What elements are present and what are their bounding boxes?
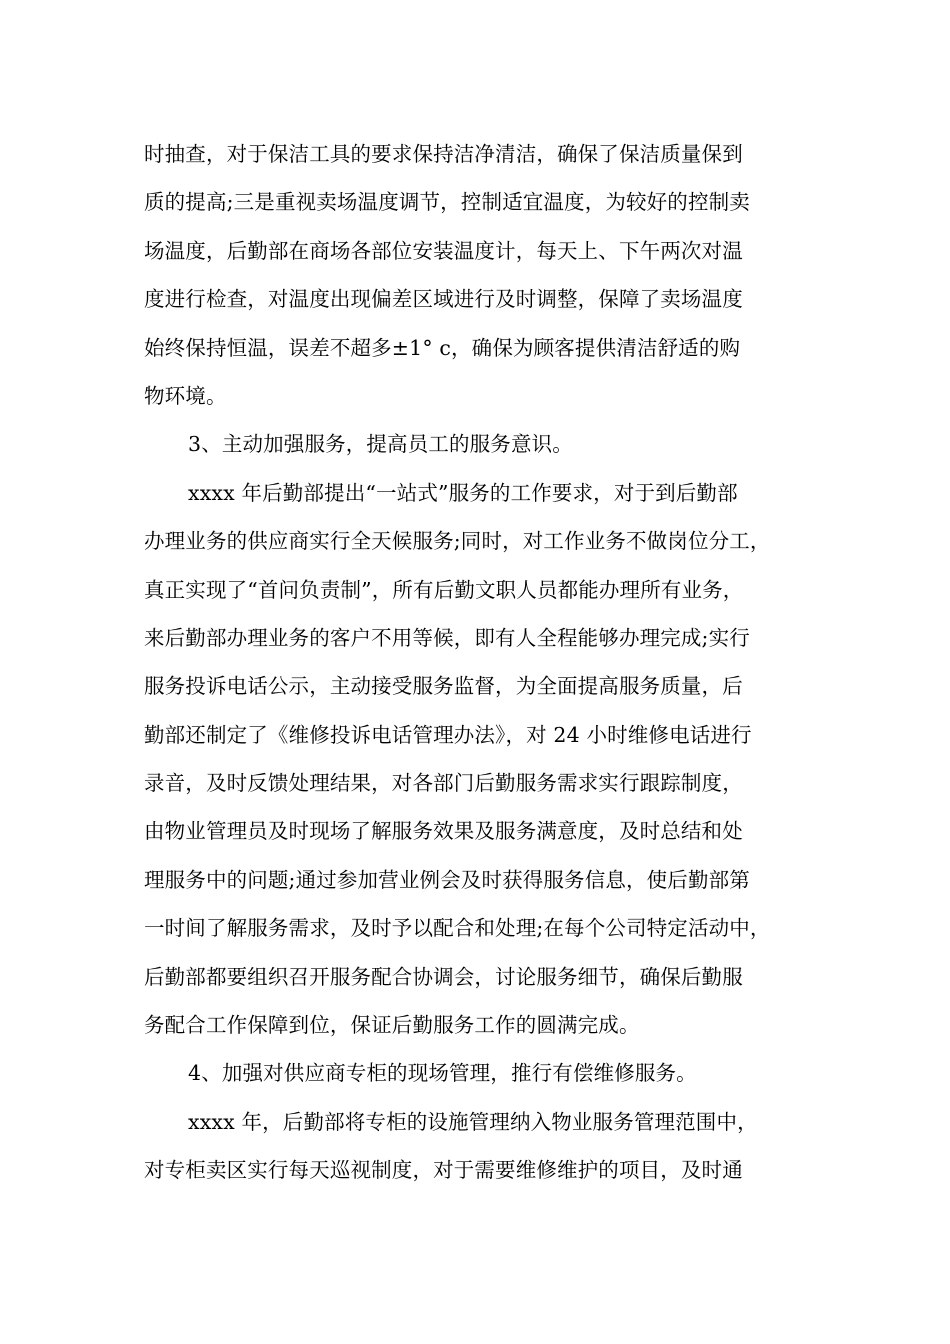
text-line: 务配合工作保障到位，保证后勤服务工作的圆满完成。 [144, 1013, 640, 1038]
text-line: xxxx 年后勤部提出“一站式”服务的工作要求，对于到后勤部 [188, 480, 738, 505]
text-line: xxxx 年，后勤部将专柜的设施管理纳入物业服务管理范围中， [188, 1109, 758, 1134]
text-line: 录音，及时反馈处理结果，对各部门后勤服务需求实行跟踪制度， [144, 771, 743, 796]
text-line: 后勤部都要组织召开服务配合协调会，讨论服务细节，确保后勤服 [144, 964, 743, 989]
text-line: 办理业务的供应商实行全天候服务;同时，对工作业务不做岗位分工， [144, 529, 771, 554]
text-line: 理服务中的问题;通过参加营业例会及时获得服务信息，使后勤部第 [144, 867, 750, 892]
text-line: 对专柜卖区实行每天巡视制度，对于需要维修维护的项目，及时通 [144, 1158, 743, 1183]
text-line: 4、加强对供应商专柜的现场管理，推行有偿维修服务。 [188, 1061, 697, 1086]
text-line: 质的提高;三是重视卖场温度调节，控制适宜温度，为较好的控制卖 [144, 190, 750, 215]
text-line: 度进行检查，对温度出现偏差区域进行及时调整，保障了卖场温度 [144, 287, 743, 312]
text-line: 3、主动加强服务，提高员工的服务意识。 [188, 432, 573, 457]
body-text [144, 130, 814, 1195]
text-line: 由物业管理员及时现场了解服务效果及服务满意度，及时总结和处 [144, 819, 743, 844]
text-line: 时抽查，对于保洁工具的要求保持洁净清洁，确保了保洁质量保到 [144, 142, 743, 166]
text-line: 场温度，后勤部在商场各部位安装温度计，每天上、下午两次对温 [144, 238, 743, 263]
text-line: 勤部还制定了《维修投诉电话管理办法》，对 24 小时维修电话进行 [144, 722, 752, 747]
text-line: 物环境。 [144, 383, 227, 408]
text-line: 服务投诉电话公示，主动接受服务监督，为全面提高服务质量，后 [144, 674, 743, 699]
text-line: 真正实现了“首问负责制”，所有后勤文职人员都能办理所有业务， [144, 577, 744, 602]
text-line: 始终保持恒温，误差不超多±1° c，确保为顾客提供清洁舒适的购 [144, 335, 741, 360]
text-line: 来后勤部办理业务的客户不用等候，即有人全程能够办理完成;实行 [144, 625, 750, 650]
text-line: 一时间了解服务需求，及时予以配合和处理;在每个公司特定活动中， [144, 916, 771, 941]
